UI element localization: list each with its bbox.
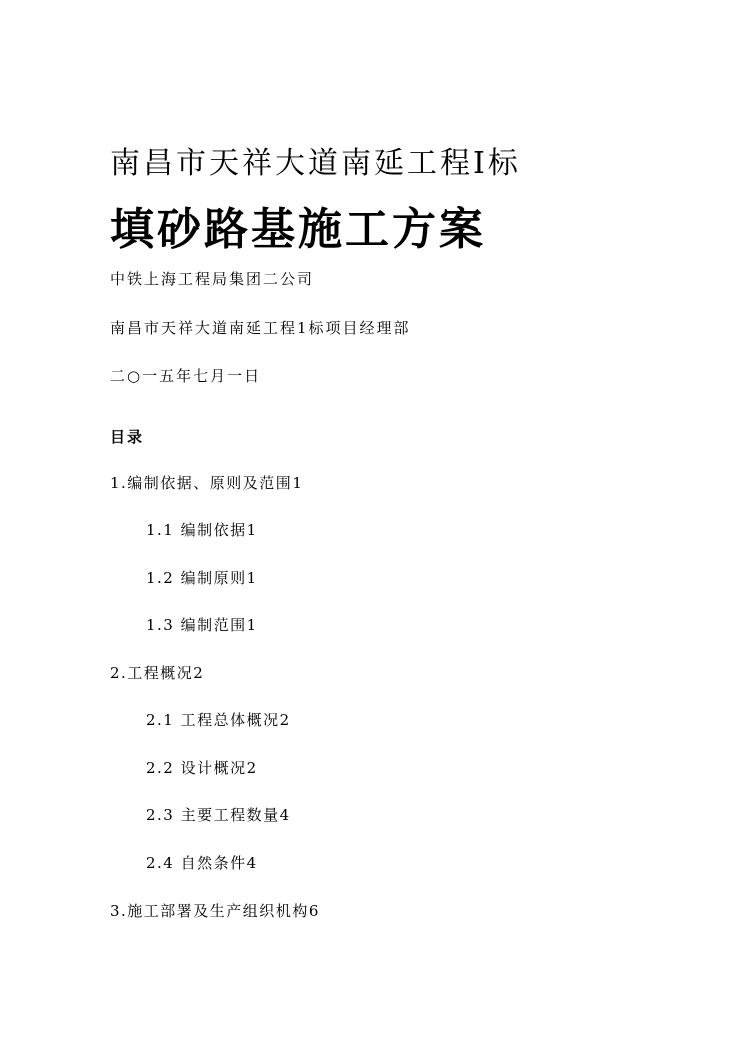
toc-entry[interactable]: 1.1 编制依据1 bbox=[146, 521, 258, 539]
toc-entry[interactable]: 2.4 自然条件4 bbox=[146, 854, 258, 872]
toc-entry[interactable]: 2.工程概况2 bbox=[110, 664, 205, 682]
toc-entry[interactable]: 1.2 编制原则1 bbox=[146, 569, 258, 587]
toc-entry[interactable]: 1.3 编制范围1 bbox=[146, 616, 258, 634]
toc-heading: 目录 bbox=[110, 428, 145, 446]
toc-entry[interactable]: 1.编制依据、原则及范围1 bbox=[110, 474, 304, 492]
document-title: 填砂路基施工方案 bbox=[110, 204, 486, 255]
toc-entry[interactable]: 2.2 设计概况2 bbox=[146, 759, 258, 777]
toc-entry[interactable]: 2.1 工程总体概况2 bbox=[146, 711, 291, 729]
document-date: 二○一五年七月一日 bbox=[110, 367, 262, 385]
company-name: 中铁上海工程局集团二公司 bbox=[110, 270, 315, 288]
project-name: 南昌市天祥大道南延工程Ⅰ标 bbox=[110, 146, 521, 181]
toc-entry[interactable]: 3.施工部署及生产组织机构6 bbox=[110, 902, 320, 920]
department-name: 南昌市天祥大道南延工程1标项目经理部 bbox=[110, 319, 411, 337]
toc-entry[interactable]: 2.3 主要工程数量4 bbox=[146, 806, 291, 824]
